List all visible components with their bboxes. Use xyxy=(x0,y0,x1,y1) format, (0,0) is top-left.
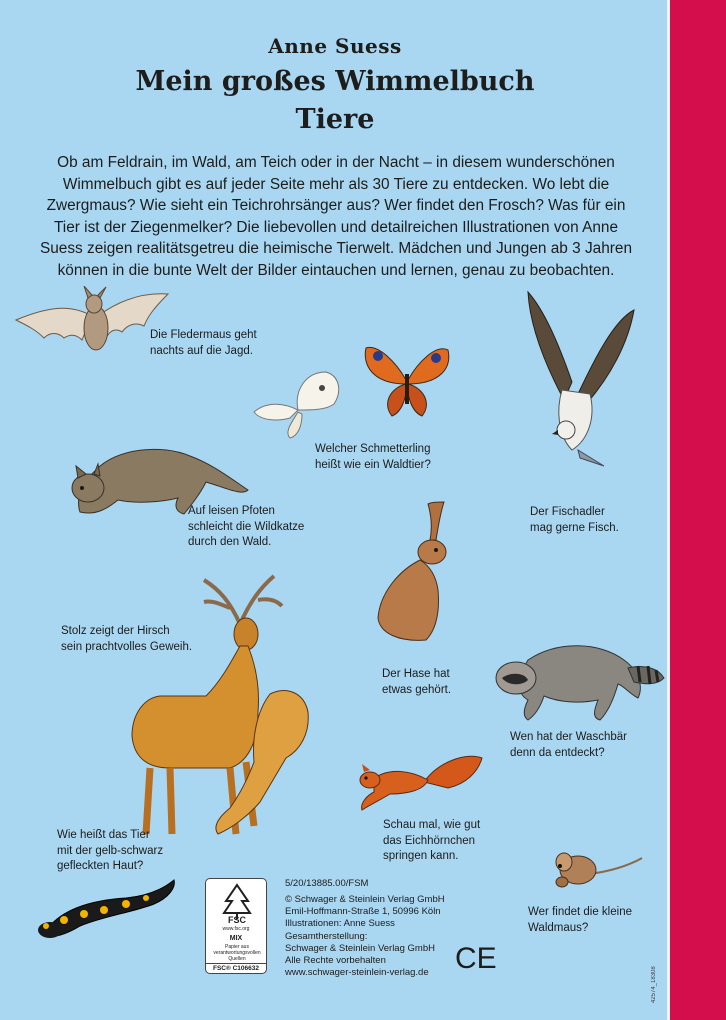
fsc-tree-icon xyxy=(206,879,267,925)
squirrel-illustration xyxy=(354,748,484,814)
imprint-text: © Schwager & Steinlein Verlag GmbH Emil-Hoffmann-Straße 1, 50996 Köln Illustrationen: Anne Suess Gesamtherstellung: Schwager & Steinlein Verlag GmbH Alle Rechte vorbehalten www.schwager-steinlein-verlag.de xyxy=(285,894,445,979)
deer-caption: Stolz zeigt der Hirsch sein prachtvolles Geweih. xyxy=(61,625,193,653)
fsc-mix: MIX xyxy=(229,935,243,942)
osprey-caption: Der Fischadler mag gerne Fisch. xyxy=(530,506,619,534)
bat-illustration xyxy=(14,286,170,366)
wood-mouse-illustration xyxy=(548,836,644,894)
book-spine xyxy=(670,0,726,1020)
spine-edge xyxy=(667,0,670,1020)
ce-mark: CE xyxy=(455,942,497,975)
salamander-illustration xyxy=(34,872,180,942)
svg-text:FSC: FSC xyxy=(228,915,246,925)
intro-text: Ob am Feldrain, im Wald, am Teich oder in der Nacht – in diesem wunderschönen Wimmelbuch gibt es auf jeder Seite mehr als 30 Tiere zu entdecken. Wo lebt die Zwergmaus? Wie sieht ein Teichrohrsänger aus? Wer findet den Frosch? Was für ein Tier ist der Ziegenmelker? Die liebevollen und detailreichen Illustrationen von Anne Suess zeigen realitätsgetreu die heimische Tierwelt. Mädchen und Jungen ab 3 Jahren können in die bunte Welt der Bilder eintauchen und lernen, genau zu beobachten. xyxy=(39,154,633,279)
fsc-label xyxy=(205,878,267,974)
book-title-line2: Tiere xyxy=(295,104,375,135)
raccoon-caption: Wen hat der Waschbär denn da entdeckt? xyxy=(510,731,627,759)
fsc-url: www.fsc.org xyxy=(222,926,250,932)
fsc-code: FSC® C106632 xyxy=(206,963,266,973)
ean-code: 42574_18308 xyxy=(651,966,657,1003)
hare-caption: Der Hase hat etwas gehört. xyxy=(382,668,452,696)
book-title-line1: Mein großes Wimmelbuch xyxy=(135,66,535,97)
salamander-caption: Wie heißt das Tier mit der gelb-schwarz gefleckten Haut? xyxy=(57,829,164,872)
butterfly-caption: Welcher Schmetterling heißt wie ein Waldtier? xyxy=(315,443,431,471)
squirrel-caption: Schau mal, wie gut das Eichhörnchen springen kann. xyxy=(383,819,481,862)
imprint-code: 5/20/13885.00/FSM xyxy=(285,878,369,889)
bat-caption: Die Fledermaus geht nachts auf die Jagd. xyxy=(150,329,257,357)
mouse-caption: Wer findet die kleine Waldmaus? xyxy=(528,906,632,934)
wildcat-caption: Auf leisen Pfoten schleicht die Wildkatze durch den Wald. xyxy=(188,505,305,548)
deer-illustration xyxy=(120,572,320,848)
osprey-illustration xyxy=(518,290,636,476)
author-name: Anne Suess xyxy=(268,34,402,58)
hare-illustration xyxy=(370,500,466,646)
raccoon-illustration xyxy=(488,624,666,724)
fsc-subtext: Papier aus verantwortungsvollen Quellen xyxy=(213,944,261,962)
peacock-butterfly-illustration xyxy=(360,338,454,420)
white-butterfly-illustration xyxy=(250,370,346,440)
